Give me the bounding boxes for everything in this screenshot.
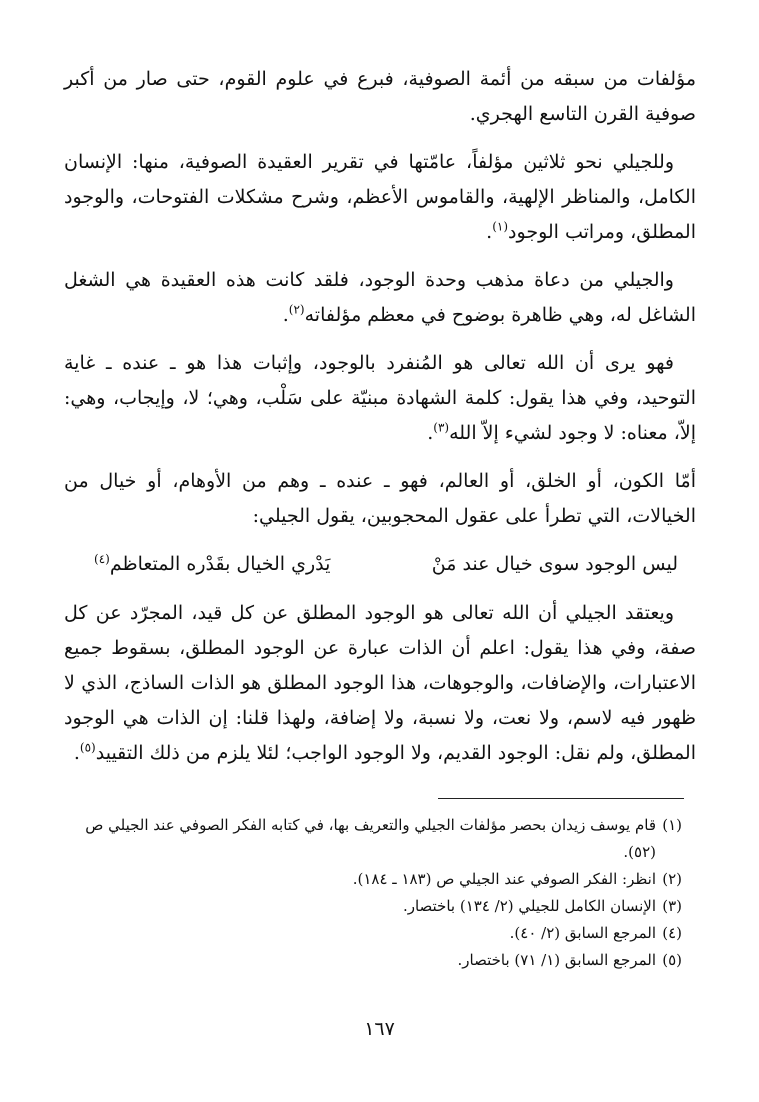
paragraph-1: مؤلفات من سبقه من أئمة الصوفية، فبرع في علوم القوم، حتى صار من أكبر صوفية القرن التاسع الهجري. (64, 68, 696, 125)
paragraph-6: ويعتقد الجيلي أن الله تعالى هو الوجود المطلق عن كل قيد، المجرّد عن كل صفة، وفي هذا يقول: اعلم أن الذات عبارة عن الوجود المطلق، بسقوط جميع الاعتبارات، والإضافات، والوجوهات، هذا الوجود المطلق هو الذات الساذج، الذي لا ظهور فيه لاسم، ولا نعت، ولا نسبة، ولا إضافة، ولهذا قلنا: إن الذات هي الوجود المطلق، ولم نقل: الوجود القديم، ولا الوجود الواجب؛ لئلا يلزم من ذلك التقييد$^{(٥)}$. (64, 602, 696, 764)
footnote-ref-2[interactable]: (٢) (288, 302, 305, 317)
poetry-verse (64, 547, 696, 582)
paragraph-3: والجيلي من دعاة مذهب وحدة الوجود، فلقد كانت هذه العقيدة هي الشغل الشاغل له، وهي ظاهرة بوضوح في معظم مؤلفاته$^{(٢)}$. (64, 269, 696, 326)
footnote-ref-3[interactable]: (٣) (433, 420, 450, 435)
footnote-4: (٤) المرجع السابق (٢/ ٤٠). (509, 924, 682, 942)
paragraph-5: أمّا الكون، أو الخلق، أو العالم، فهو ـ عنده ـ وهم من الأوهام، أو خيال من الخيالات، التي تطرأ على عقول المحجوبين، يقول الجيلي: (64, 470, 696, 527)
footnote-ref-1[interactable]: (١) (492, 219, 509, 234)
verse-first-hemistich: ليس الوجود سوى خيال عند مَنْ (431, 553, 678, 575)
footnote-separator (438, 798, 684, 799)
footnote-5: (٥) المرجع السابق (١/ ٧١) باختصار. (457, 951, 682, 969)
paragraph-4: فهو يرى أن الله تعالى هو المُنفرد بالوجود، وإثبات هذا هو ـ عنده ـ غاية التوحيد، وفي هذا يقول: كلمة الشهادة مبنيّة على سَلْب، وهي؛ لا، وإيجاب، وهي: إلاّ، معناه: لا وجود لشيء إلاّ الله$^{(٣)}$. (64, 352, 696, 444)
main-text (64, 62, 696, 784)
footnote-ref-5[interactable]: (٥) (79, 740, 96, 755)
footnote-3: (٣) الإنسان الكامل للجيلي (٢/ ١٣٤) باختصار. (402, 897, 682, 915)
paragraph-2: وللجيلي نحو ثلاثين مؤلفاً، عامّتها في تقرير العقيدة الصوفية، منها: الإنسان الكامل، والمناظر الإلهية، والقاموس الأعظم، وشرح مشكلات الفتوحات، والوجود المطلق، ومراتب الوجود$^{(١)}$. (64, 151, 696, 243)
verse-second-hemistich: يَدْري الخيال بقَدْره المتعاظم(٤) (94, 551, 331, 575)
footnote-2: (٢) انظر: الفكر الصوفي عند الجيلي ص (١٨٣ ـ ١٨٤). (352, 870, 682, 888)
page-number: ١٦٧ (364, 1018, 395, 1040)
footnotes (70, 812, 682, 974)
footnote-1: (١) قام يوسف زيدان بحصر مؤلفات الجيلي والتعريف بها، في كتابه الفكر الصوفي عند الجيلي ص (٥٢). (85, 816, 682, 861)
